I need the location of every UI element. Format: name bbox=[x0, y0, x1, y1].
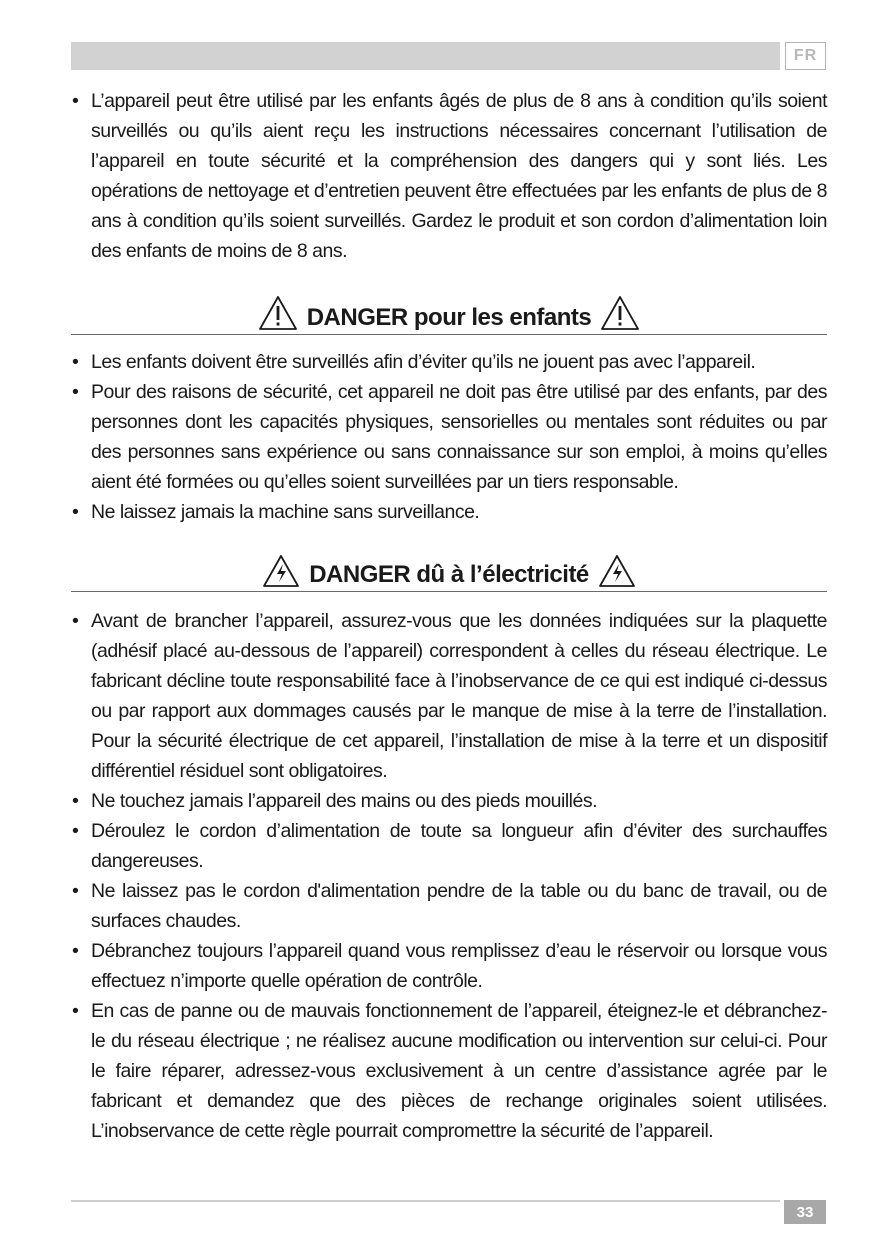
section-heading-children bbox=[71, 286, 827, 335]
header-bar bbox=[71, 42, 780, 70]
page-content bbox=[71, 86, 827, 1146]
section-title: DANGER dû à l’électricité bbox=[309, 561, 589, 588]
electric-danger-list bbox=[71, 606, 827, 1146]
page-number: 33 bbox=[784, 1200, 826, 1224]
language-badge: FR bbox=[785, 42, 826, 70]
list-item: • Ne touchez jamais l’appareil des mains ou des pieds mouillés. bbox=[71, 786, 827, 816]
list-item: • L’appareil peut être utilisé par les enfants âgés de plus de 8 ans à condition qu’ils soient surveillés ou qu’ils aient reçu les instructions nécessaires concernant l’utilisation de l’appareil en toute sécurité et la compréhension des dangers qui y sont liés. Les opérations de nettoyage et d’entretien peuvent être effectuées par les enfants de plus de 8 ans à condition qu’ils soient surveillés. Gardez le produit et son cordon d’alimentation loin des enfants de moins de 8 ans. bbox=[71, 86, 827, 266]
intro-list bbox=[71, 86, 827, 266]
footer-line bbox=[71, 1200, 780, 1202]
list-item: • Ne laissez jamais la machine sans surveillance. bbox=[71, 497, 827, 527]
electric-warning-icon bbox=[261, 553, 301, 589]
list-item: • Les enfants doivent être surveillés afin d’éviter qu’ils ne jouent pas avec l’appareil. bbox=[71, 347, 827, 377]
list-item: • Ne laissez pas le cordon d'alimentation pendre de la table ou du banc de travail, ou de surfaces chaudes. bbox=[71, 876, 827, 936]
list-item: • Avant de brancher l’appareil, assurez-vous que les données indiquées sur la plaquette (adhésif placé au-dessous de l’appareil) correspondent à celles du réseau électrique. Le fabricant décline toute responsabilité face à l’inobservance de ce qui est indiqué ci-dessus ou par rapport aux dommages causés par le manque de mise à la terre de l’installation. Pour la sécurité électrique de cet appareil, l’installation de mise à la terre et un dispositif différentiel résiduel sont obligatoires. bbox=[71, 606, 827, 786]
children-danger-list bbox=[71, 347, 827, 527]
warning-triangle-icon bbox=[599, 294, 641, 332]
warning-triangle-icon bbox=[257, 294, 299, 332]
electric-warning-icon bbox=[597, 553, 637, 589]
list-item: • Débranchez toujours l’appareil quand vous remplissez d’eau le réservoir ou lorsque vous effectuez n’importe quelle opération de contrôle. bbox=[71, 936, 827, 996]
list-item: • Pour des raisons de sécurité, cet appareil ne doit pas être utilisé par des enfants, par des personnes dont les capacités physiques, sensorielles ou mentales sont réduites ou par des personnes sans expérience ou sans connaissance sur son emploi, à moins qu’elles aient été formées ou qu’elles soient surveillées par un tiers responsable. bbox=[71, 377, 827, 497]
list-item: • En cas de panne ou de mauvais fonctionnement de l’appareil, éteignez-le et débranchez-le du réseau électrique ; ne réalisez aucune modification ou intervention sur celui-ci. Pour le faire réparer, adressez-vous exclusivement à un centre d’assistance agrée par le fabricant et demandez que des pièces de rechange originales soient utilisées. L’inobservance de cette règle pourrait compromettre la sécurité de l’appareil. bbox=[71, 996, 827, 1146]
section-title: DANGER pour les enfants bbox=[306, 304, 592, 331]
list-item: • Déroulez le cordon d’alimentation de toute sa longueur afin d’éviter des surchauffes dangereuses. bbox=[71, 816, 827, 876]
section-heading-electric bbox=[71, 545, 827, 592]
